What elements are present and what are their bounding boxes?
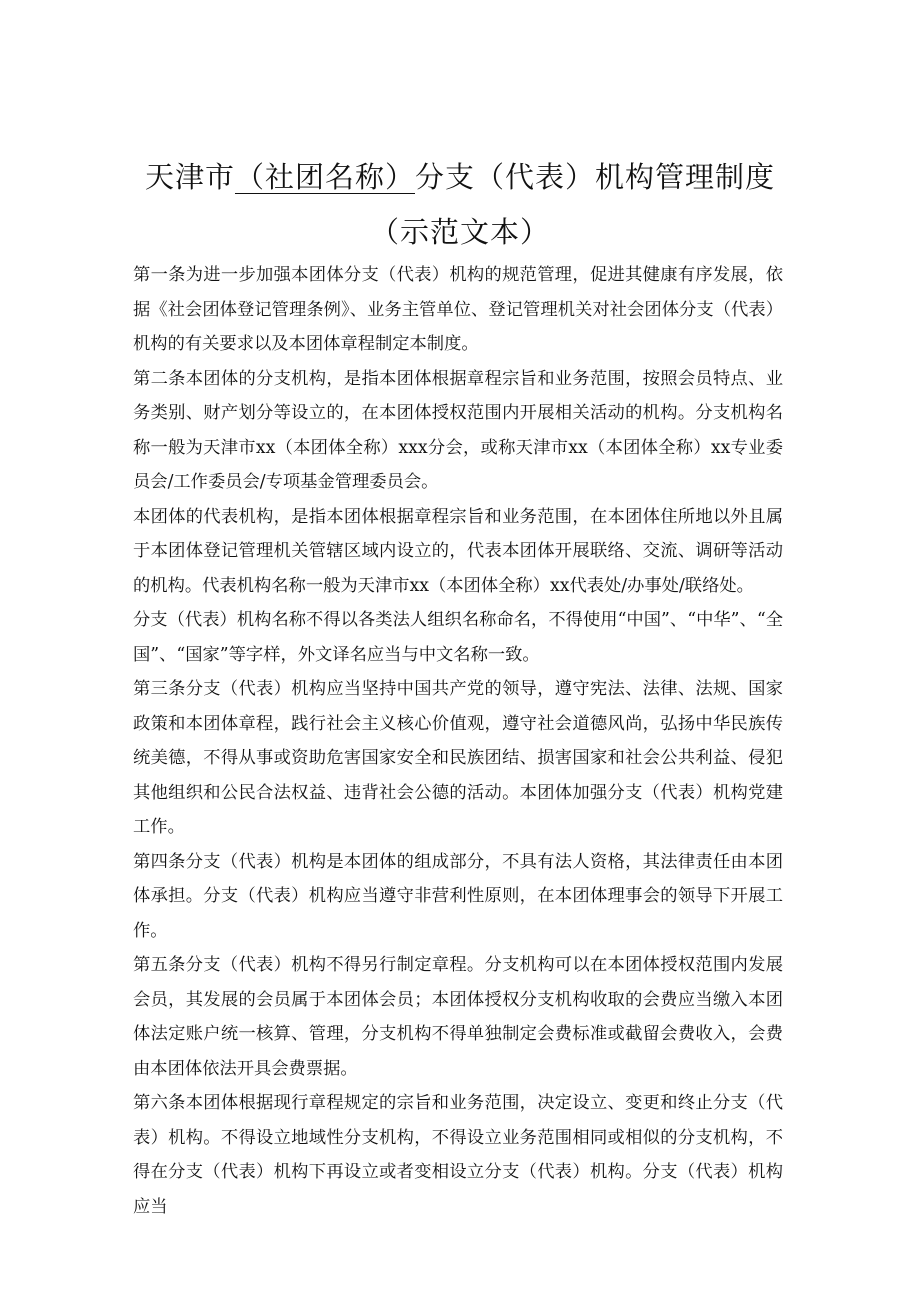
title-suffix: 分支（代表）机构管理制度（示范文本） bbox=[369, 160, 776, 249]
naming-rule-paragraph: 分支（代表）机构名称不得以各类法人组织名称命名，不得使用“中国”、“中华”、“全国”、“国家”等字样，外文译名应当与中文名称一致。 bbox=[133, 610, 783, 665]
title-org-name-placeholder: （社团名称） bbox=[234, 160, 415, 194]
article-2-paragraph: 第二条本团体的分支机构，是指本团体根据章程宗旨和业务范围，按照会员特点、业务类别、财产划分等设立的，在本团体授权范围内开展相关活动的机构。分支机构名称一般为天津市xx（本团体全称）xxx分会，或称天津市xx（本团体全称）xx专业委员会/工作委员会/专项基金管理委员会。 bbox=[133, 368, 783, 492]
article-6-paragraph: 第六条本团体根据现行章程规定的宗旨和业务范围，决定设立、变更和终止分支（代表）机构。不得设立地域性分支机构，不得设立业务范围相同或相似的分支机构，不得在分支（代表）机构下再设立或者变相设立分支（代表）机构。分支（代表）机构应当 bbox=[133, 1093, 783, 1217]
article-5-paragraph: 第五条分支（代表）机构不得另行制定章程。分支机构可以在本团体授权范围内发展会员，其发展的会员属于本团体会员；本团体授权分支机构收取的会费应当缴入本团体法定账户统一核算、管理，分支机构不得单独制定会费标准或截留会费收入，会费由本团体依法开具会费票据。 bbox=[133, 955, 783, 1079]
article-4-paragraph: 第四条分支（代表）机构是本团体的组成部分，不具有法人资格，其法律责任由本团体承担。分支（代表）机构应当遵守非营利性原则，在本团体理事会的领导下开展工作。 bbox=[133, 851, 783, 941]
document-title bbox=[130, 150, 790, 260]
title-prefix: 天津市 bbox=[144, 160, 235, 194]
article-3-paragraph: 第三条分支（代表）机构应当坚持中国共产党的领导，遵守宪法、法律、法规、国家政策和本团体章程，践行社会主义核心价值观，遵守社会道德风尚，弘扬中华民族传统美德，不得从事或资助危害国家安全和民族团结、损害国家和社会公共利益、侵犯其他组织和公民合法权益、违背社会公德的活动。本团体加强分支（代表）机构党建工作。 bbox=[133, 679, 783, 837]
article-1-paragraph: 第一条为进一步加强本团体分支（代表）机构的规范管理，促进其健康有序发展，依据《社会团体登记管理条例》、业务主管单位、登记管理机关对社会团体分支（代表）机构的有关要求以及本团体章程制定本制度。 bbox=[133, 265, 783, 354]
document-body bbox=[133, 258, 783, 1224]
representative-office-paragraph: 本团体的代表机构，是指本团体根据章程宗旨和业务范围，在本团体住所地以外且属于本团体登记管理机关管辖区域内设立的，代表本团体开展联络、交流、调研等活动的机构。代表机构名称一般为天津市xx（本团体全称）xx代表处/办事处/联络处。 bbox=[133, 506, 783, 596]
